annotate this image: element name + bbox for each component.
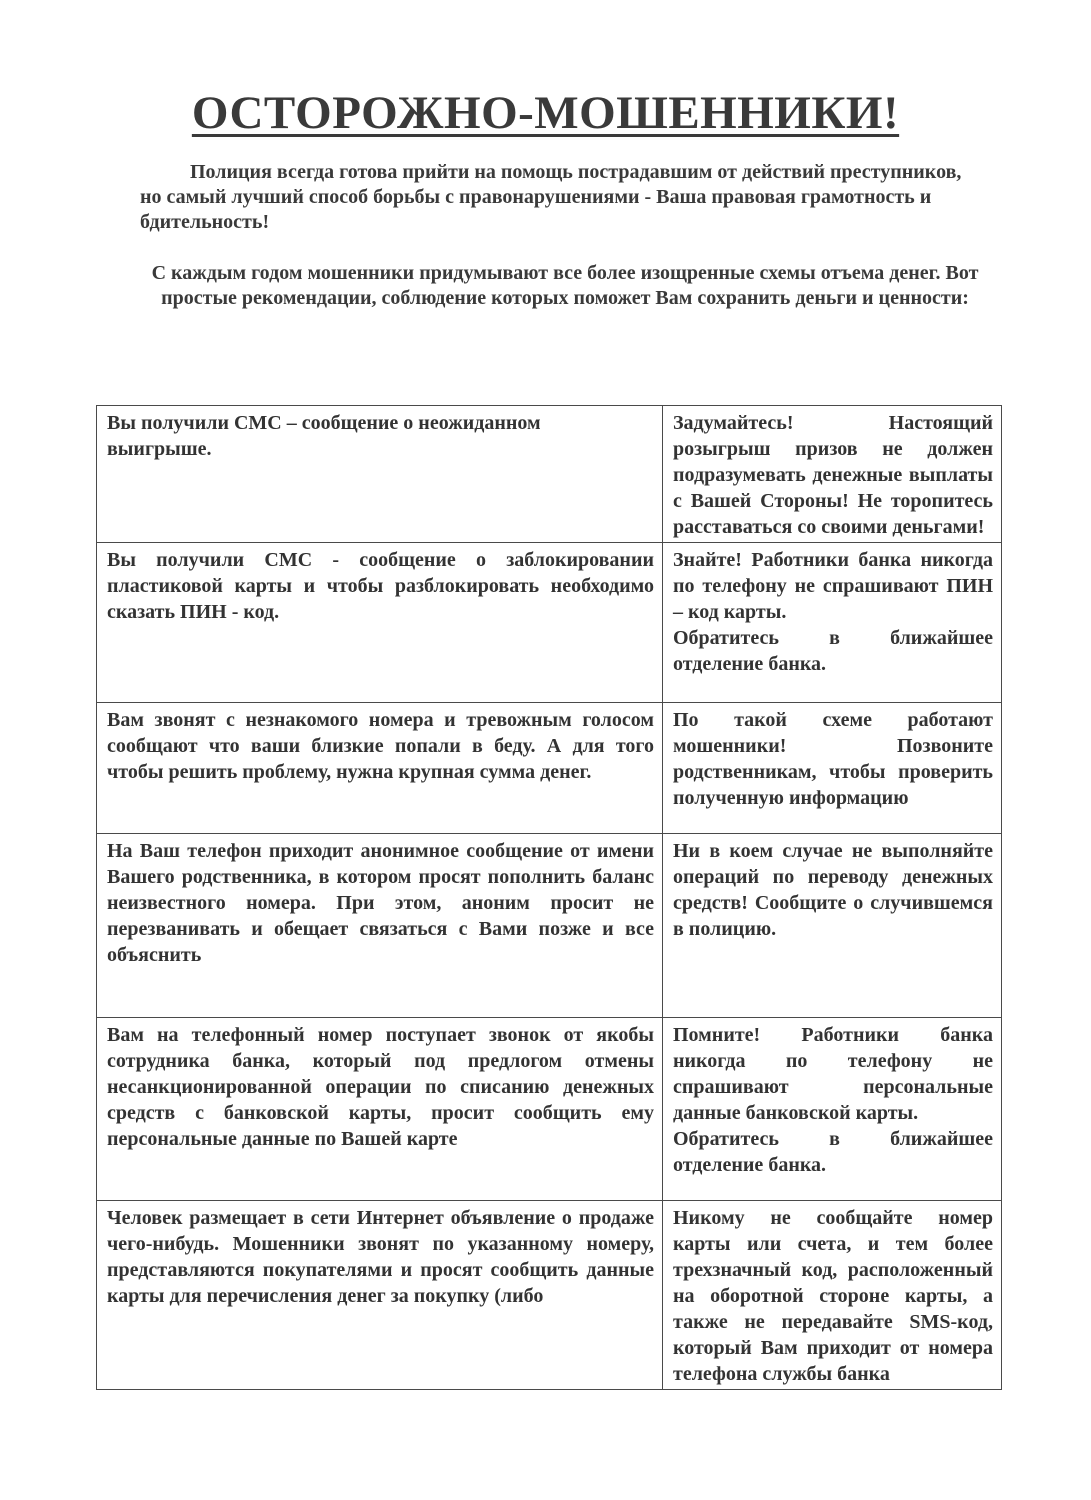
intro-paragraph-police: Полиция всегда готова прийти на помощь пострадавшим от действий преступников, но самый лучший способ борьбы с правонарушениями - Ваша правовая грамотность и бдительность! xyxy=(140,161,962,233)
fraud-advice-table xyxy=(96,405,1002,1390)
advice-text-extra: Обратитесь в ближайшее отделение банка. xyxy=(673,627,993,675)
advice-text: Знайте! Работники банка никогда по телефону не спрашивают ПИН – код карты. xyxy=(673,549,993,623)
advice-cell xyxy=(663,1018,1002,1201)
situation-cell: Вам на телефонный номер поступает звонок от якобы сотрудника банка, который под предлогом отмены несанкционированной операции по списанию денежных средств с банковской карты, просит сообщить ему персональные данные по Вашей карте xyxy=(97,1018,663,1201)
intro-paragraph-recommendations: С каждым годом мошенники придумывают все более изощренные схемы отъема денег. Вот простые рекомендации, соблюдение которых поможет Вам сохранить деньги и ценности: xyxy=(151,262,979,309)
page-title: ОСТОРОЖНО-МОШЕННИКИ! xyxy=(191,87,900,139)
table-row xyxy=(97,834,1002,1018)
situation-cell: Человек размещает в сети Интернет объявление о продаже чего-нибудь. Мошенники звонят по указанному номеру, представляются покупателями и просят сообщить данные карты для перечисления денег за покупку (либо xyxy=(97,1201,663,1390)
advice-cell: Никому не сообщайте номер карты или счета, и тем более трехзначный код, расположенный на оборотной стороне карты, а также не передавайте SMS-код, который Вам приходит от номера телефона службы банка xyxy=(663,1201,1002,1390)
situation-cell: На Ваш телефон приходит анонимное сообщение от имени Вашего родственника, в котором просят пополнить баланс неизвестного номера. При этом, аноним просит не перезванивать и обещает связаться с Вами позже и все объяснить xyxy=(97,834,663,1018)
table-row xyxy=(97,1018,1002,1201)
advice-cell: По такой схеме работают мошенники! Позвоните родственникам, чтобы проверить полученную информацию xyxy=(663,703,1002,834)
table-row xyxy=(97,1201,1002,1390)
table-row xyxy=(97,703,1002,834)
advice-text-extra: Обратитесь в ближайшее отделение банка. xyxy=(673,1128,993,1176)
advice-text: Помните! Работники банка никогда по телефону не спрашивают персональные данные банковской карты. xyxy=(673,1024,993,1124)
table-row xyxy=(97,543,1002,703)
situation-cell: Вам звонят с незнакомого номера и тревожным голосом сообщают что ваши близкие попали в беду. А для того чтобы решить проблему, нужна крупная сумма денег. xyxy=(97,703,663,834)
table-row xyxy=(97,406,1002,543)
advice-cell xyxy=(663,543,1002,703)
situation-cell: Вы получили СМС - сообщение о заблокировании пластиковой карты и чтобы разблокировать необходимо сказать ПИН - код. xyxy=(97,543,663,703)
situation-cell: Вы получили СМС – сообщение о неожиданном выигрыше. xyxy=(97,406,663,543)
advice-cell: Ни в коем случае не выполняйте операций по переводу денежных средств! Сообщите о случившемся в полицию. xyxy=(663,834,1002,1018)
advice-cell: Задумайтесь! Настоящий розыгрыш призов не должен подразумевать денежные выплаты с Вашей Стороны! Не торопитесь расставаться со своими деньгами! xyxy=(663,406,1002,543)
